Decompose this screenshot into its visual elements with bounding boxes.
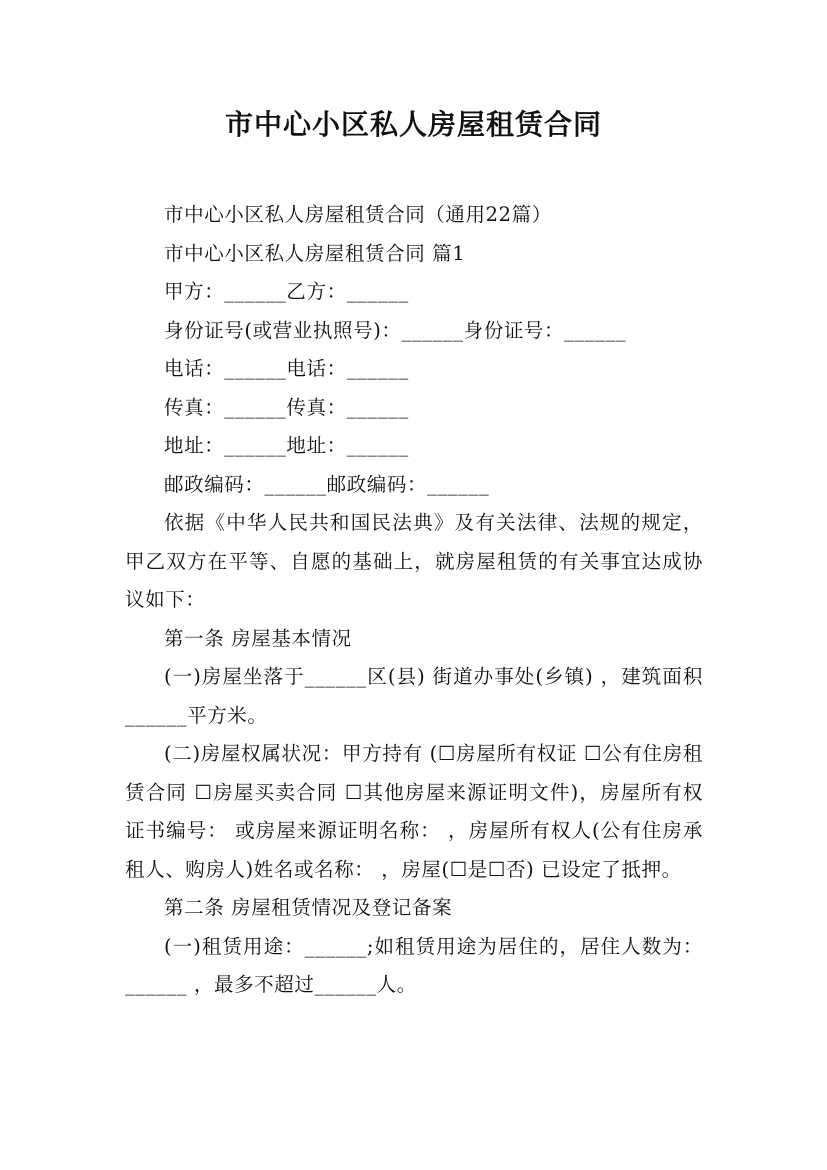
paragraph-section-heading: 市中心小区私人房屋租赁合同 篇1: [164, 241, 466, 265]
paragraph-article-1-heading: 第一条 房屋基本情况: [164, 626, 352, 650]
paragraph-parties: 甲方：______乙方：______: [164, 280, 409, 303]
paragraph-article-2-heading: 第二条 房屋租赁情况及登记备案: [164, 896, 453, 919]
paragraph-id-number: 身份证号(或营业执照号)：______身份证号：______: [164, 318, 627, 342]
paragraph-postal-code: 邮政编码：______邮政编码：______: [164, 472, 490, 496]
paragraph-article-1-item-2: (二)房屋权属状况：甲方持有 (☐房屋所有权证 ☐公有住房租赁合同 ☐房屋买卖合同 ☐其他房屋来源证明文件)，房屋所有权证书编号： 或房屋来源证明名称： ，房屋所有权人(公有住房承租人、购房人)姓名或名称： ，房屋(☐是☐否) 已设定了抵押。: [125, 742, 703, 881]
paragraph-article-1-item-1: (一)房屋坐落于______区(县) 街道办事处(乡镇) ，建筑面积______平方米。: [125, 665, 703, 727]
document-body: [125, 196, 703, 1005]
paragraph-phone: 电话：______电话：______: [164, 357, 409, 380]
document-title: 市中心小区私人房屋租赁合同: [224, 108, 602, 141]
paragraph-article-2-item-1: (一)租赁用途：______;如租赁用途为居住的，居住人数为：______ ，最多不超过______人。: [125, 934, 703, 996]
paragraph-fax: 传真：______传真：______: [164, 395, 409, 419]
paragraph-address: 地址：______地址：______: [164, 434, 409, 457]
paragraph-preamble: 依据《中华人民共和国民法典》及有关法律、法规的规定，甲乙双方在平等、自愿的基础上，就房屋租赁的有关事宜达成协议如下：: [125, 511, 703, 611]
paragraph-subtitle: 市中心小区私人房屋租赁合同（通用22篇）: [164, 203, 552, 226]
